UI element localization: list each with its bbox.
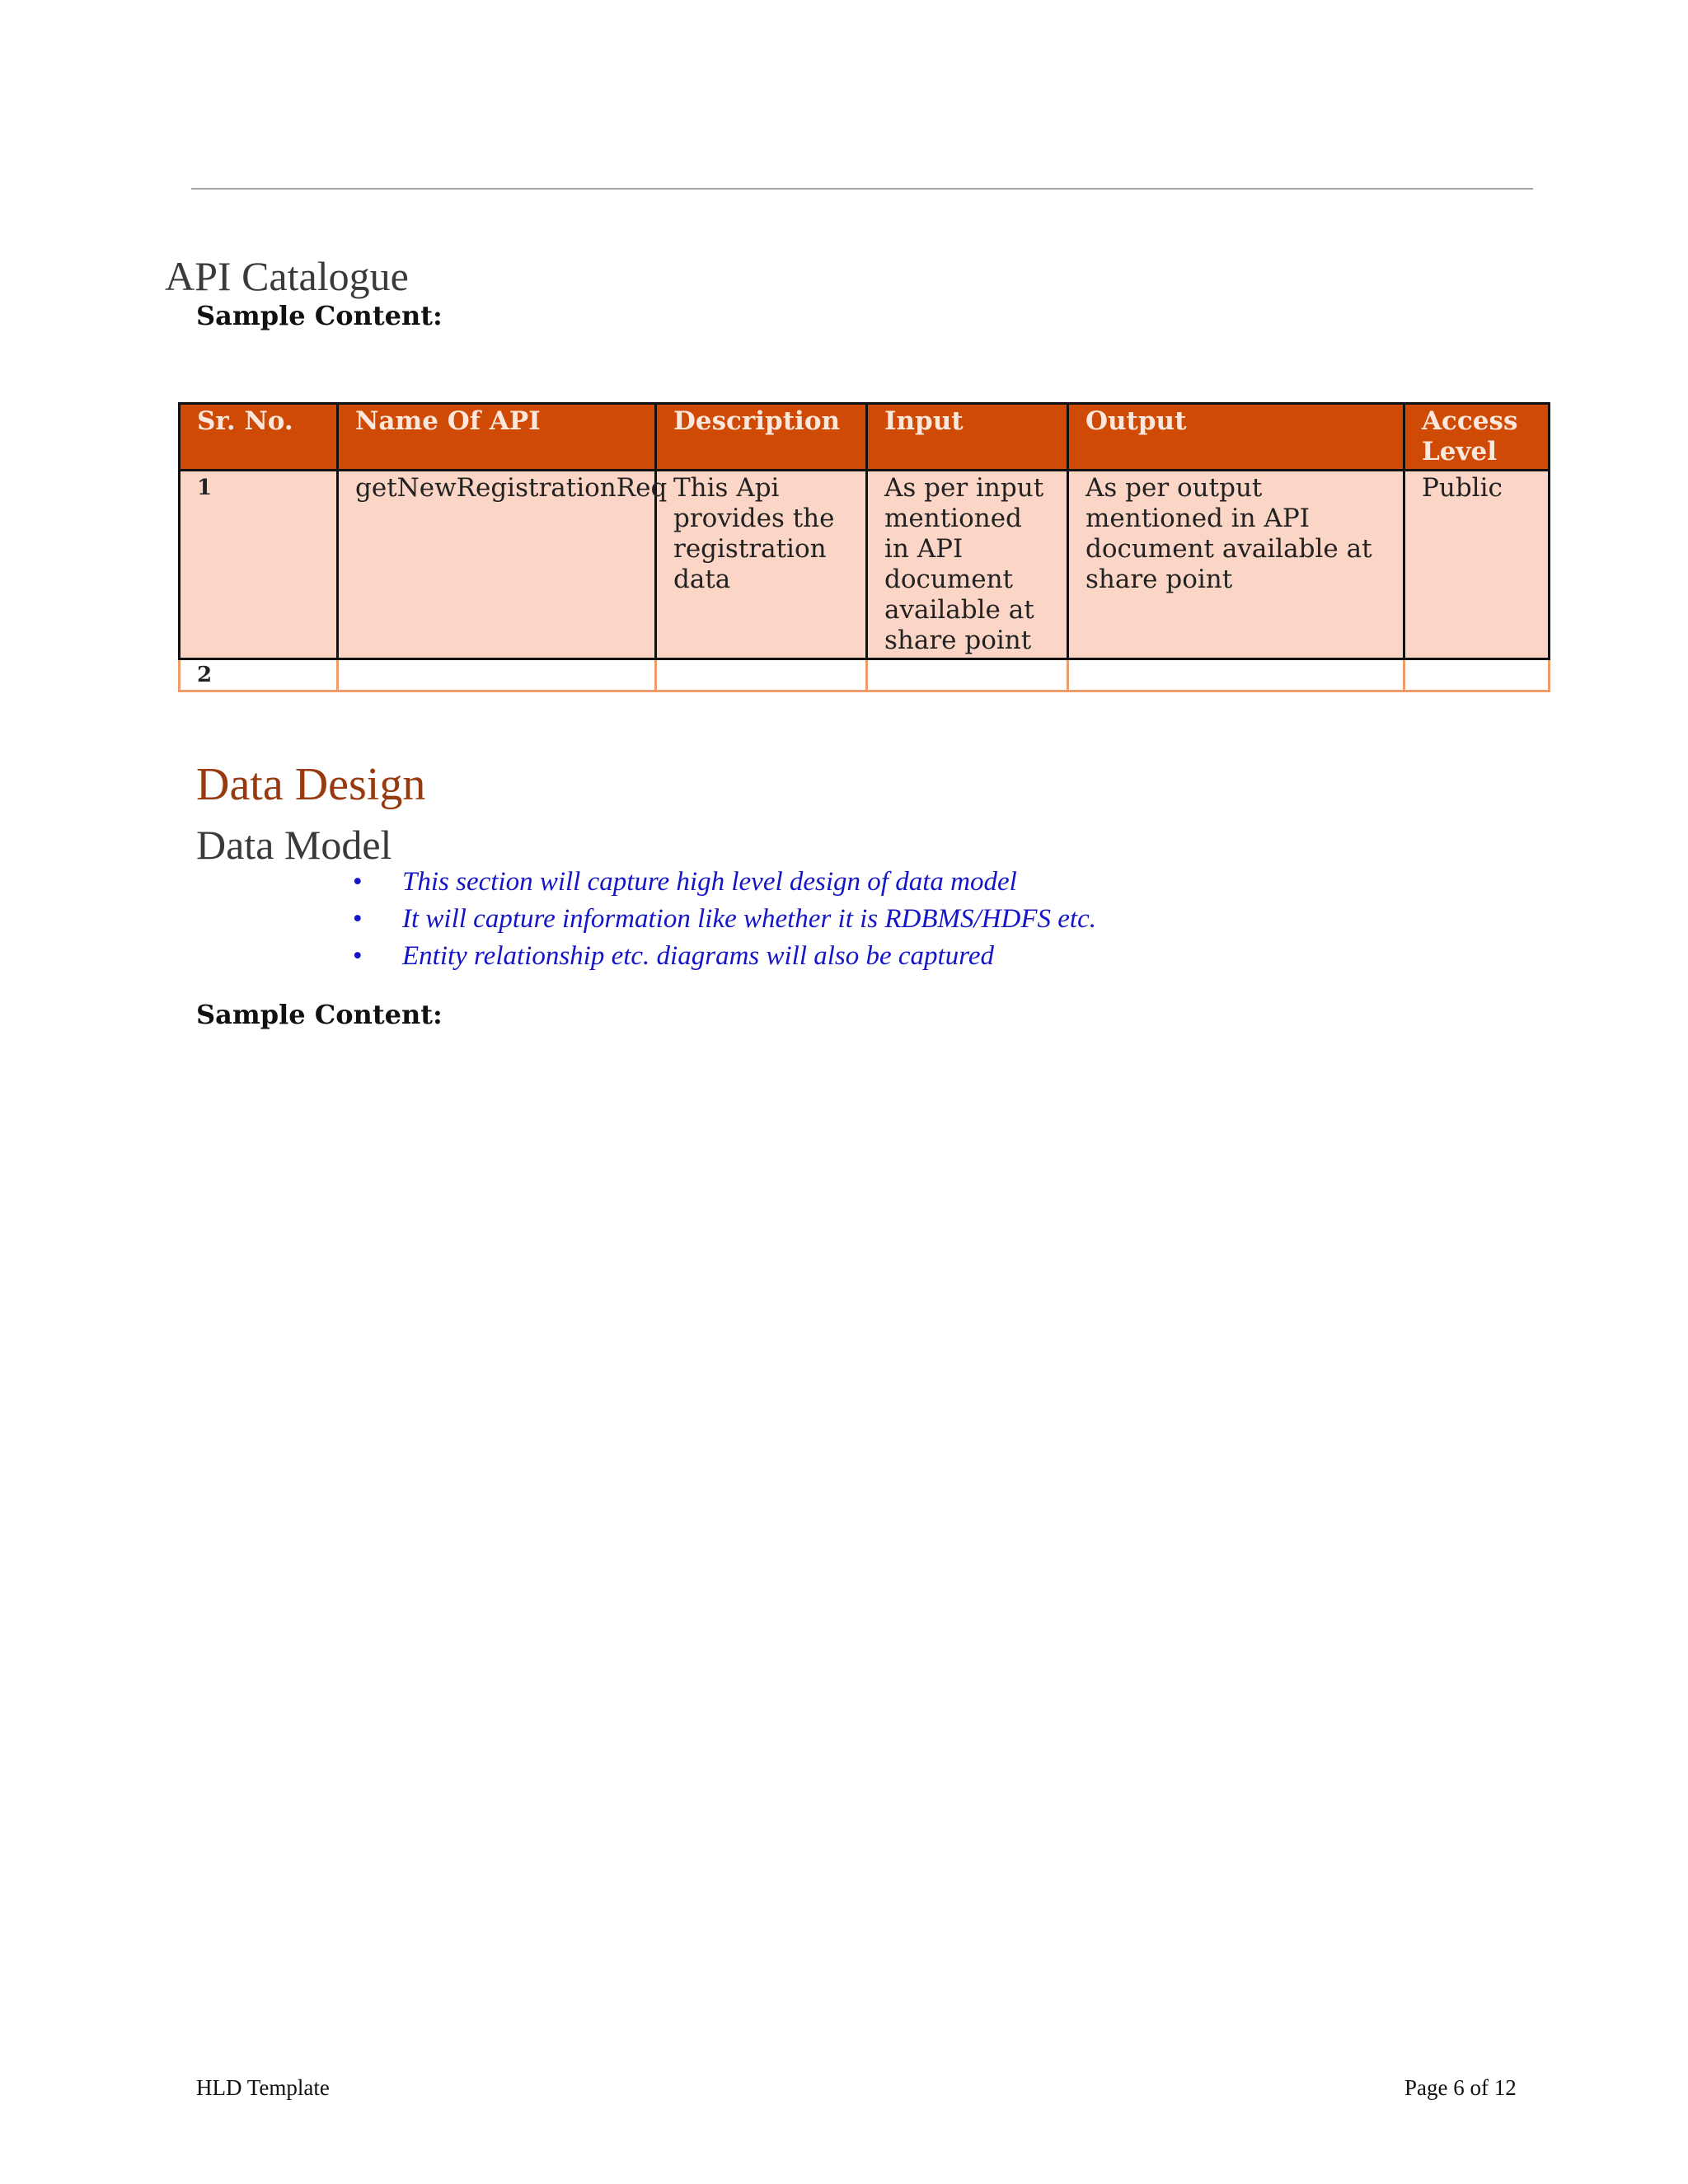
bullet-icon: • (353, 941, 363, 971)
bullet-icon: • (353, 904, 363, 934)
column-header-description: Description (656, 404, 867, 471)
api-catalogue-heading: API Catalogue (165, 253, 409, 299)
cell-input: As per input mentioned in API document available at share point (867, 471, 1068, 659)
cell-output: As per output mentioned in API document available at share point (1068, 471, 1404, 659)
bullet-icon: • (353, 867, 363, 897)
header-rule (191, 188, 1533, 190)
list-item (346, 864, 1096, 901)
data-model-notes (346, 864, 1096, 975)
note-text: This section will capture high level design of data model (402, 867, 1017, 897)
cell-api-name (338, 659, 656, 691)
cell-description (656, 659, 867, 691)
data-model-heading: Data Model (196, 822, 392, 868)
footer-page-number: Page 6 of 12 (1404, 2075, 1517, 2100)
column-header-sr-no: Sr. No. (180, 404, 338, 471)
list-item (346, 901, 1096, 938)
column-header-input: Input (867, 404, 1068, 471)
cell-sr-no: 1 (180, 471, 338, 659)
note-text: It will capture information like whether it is RDBMS/HDFS etc. (402, 904, 1096, 934)
cell-description: This Api provides the registration data (656, 471, 867, 659)
cell-api-name: getNewRegistrationReq (338, 471, 656, 659)
list-item (346, 938, 1096, 975)
footer-document-title: HLD Template (196, 2075, 330, 2100)
cell-access-level (1404, 659, 1550, 691)
column-header-name: Name Of API (338, 404, 656, 471)
table-row (180, 471, 1550, 659)
sample-content-label: Sample Content: (196, 999, 443, 1030)
api-catalogue-table (178, 402, 1550, 692)
table-row (180, 659, 1550, 691)
cell-input (867, 659, 1068, 691)
cell-access-level: Public (1404, 471, 1550, 659)
cell-output (1068, 659, 1404, 691)
note-text: Entity relationship etc. diagrams will also be captured (402, 941, 994, 971)
cell-sr-no: 2 (180, 659, 338, 691)
column-header-output: Output (1068, 404, 1404, 471)
data-design-heading: Data Design (196, 759, 426, 810)
sample-content-label: Sample Content: (196, 300, 443, 331)
column-header-access-level: Access Level (1404, 404, 1550, 471)
table-header-row (180, 404, 1550, 471)
